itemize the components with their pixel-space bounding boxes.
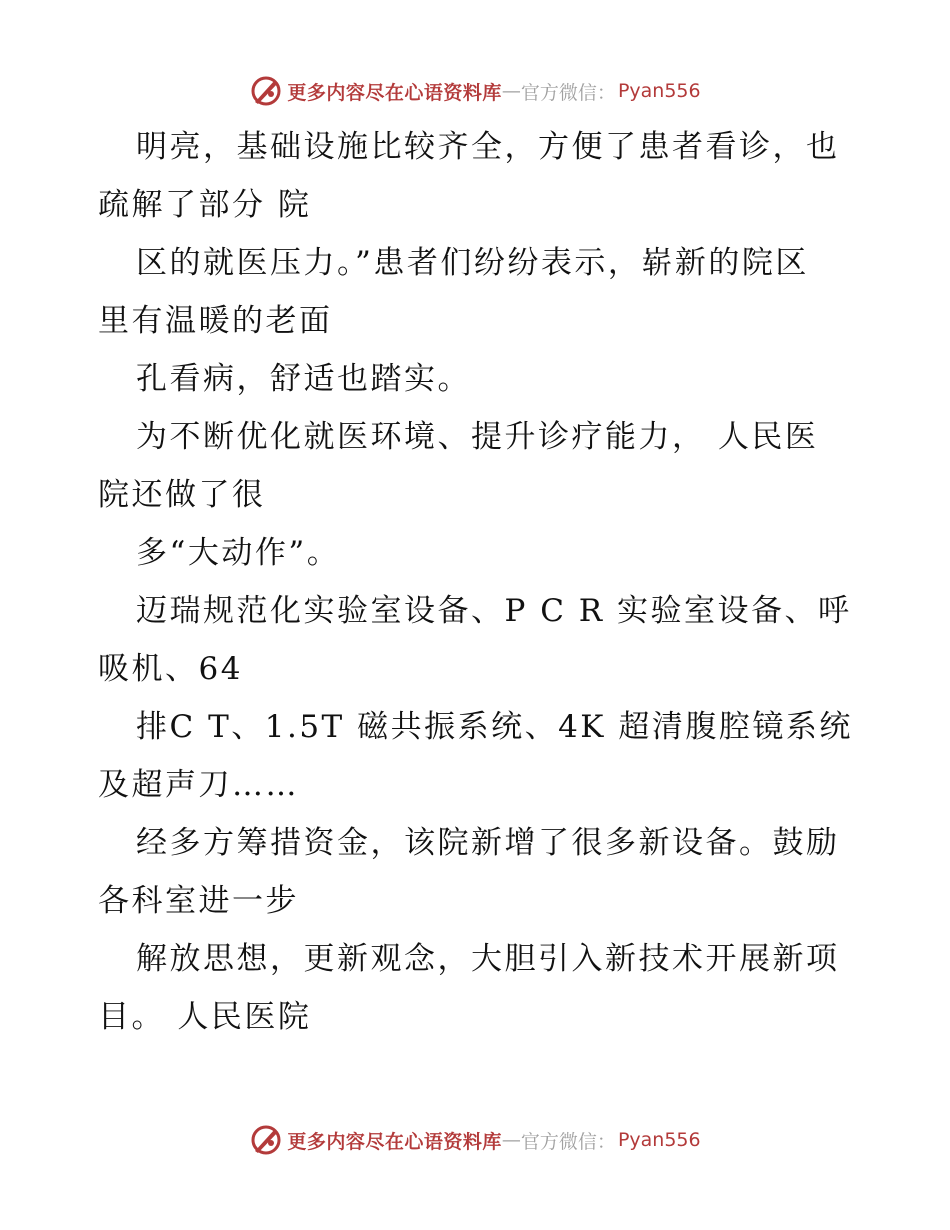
- banner-dash: —: [501, 1129, 521, 1151]
- text-line: 经多方筹措资金，该院新增了很多新设备。鼓励: [136, 825, 840, 861]
- paragraph: [98, 234, 858, 350]
- text-line: 排C T、1.5T 磁共振系统、4K 超清腹腔镜系统: [136, 709, 853, 745]
- banner-brand-text: 更多内容尽在心语资料库: [287, 1130, 502, 1153]
- paragraph: [98, 814, 858, 930]
- paragraph: [98, 930, 858, 1046]
- text-line: 为不断优化就医环境、提升诊疗能力， 人民医: [136, 419, 819, 455]
- text-line: 解放思想，更新观念，大胆引入新技术开展新项: [136, 941, 840, 977]
- text-line: 区的就医压力。”患者们纷纷表示，崭新的院区: [136, 245, 809, 281]
- banner-dash: —: [501, 80, 521, 102]
- footer-banner: [0, 1120, 950, 1160]
- paragraph: [98, 524, 858, 582]
- banner-wechat-id: Pyan556: [617, 1129, 701, 1151]
- text-line: 院还做了很: [98, 477, 266, 513]
- text-line: 迈瑞规范化实验室设备、P C R 实验室设备、呼: [136, 593, 852, 629]
- text-line: 多“大动作”。: [136, 535, 341, 571]
- banner-brand-text: 更多内容尽在心语资料库: [287, 81, 502, 104]
- text-line: 疏解了部分 院: [98, 187, 312, 223]
- paragraph: [98, 350, 858, 408]
- text-line: 里有温暖的老面: [98, 303, 333, 339]
- banner-wechat-label: 官方微信：: [520, 81, 616, 104]
- text-line: 及超声刀……: [98, 767, 299, 803]
- quill-circle-logo-icon: [249, 74, 283, 108]
- paragraph: [98, 582, 858, 698]
- paragraph: [98, 118, 858, 234]
- banner-wechat-label: 官方微信：: [520, 1130, 616, 1153]
- text-line: 目。 人民医院: [98, 999, 312, 1035]
- paragraph: [98, 408, 858, 524]
- document-body: [98, 118, 858, 1046]
- text-line: 孔看病，舒适也踏实。: [136, 361, 471, 397]
- text-line: 各科室进一步: [98, 883, 299, 919]
- text-line: 吸机、64: [98, 651, 243, 687]
- banner-wechat-id: Pyan556: [617, 80, 701, 102]
- text-line: 明亮，基础设施比较齐全，方便了患者看诊，也: [136, 129, 840, 165]
- paragraph: [98, 698, 858, 814]
- quill-circle-logo-icon: [249, 1123, 283, 1157]
- header-banner: [0, 71, 950, 111]
